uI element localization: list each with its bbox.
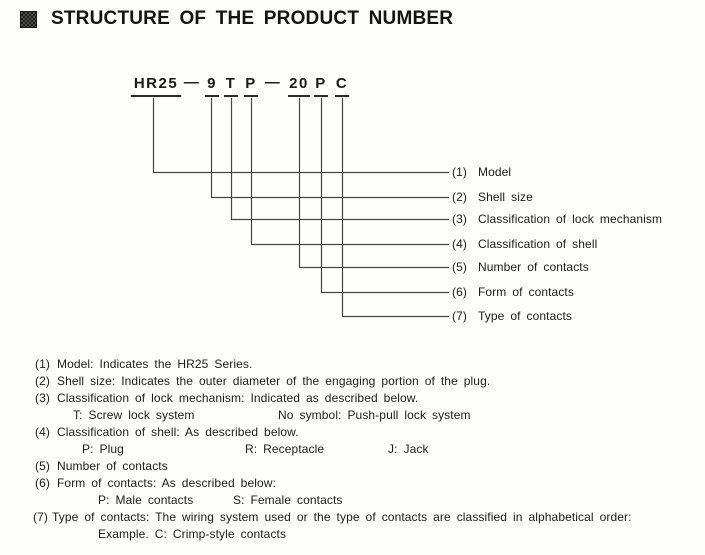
note-subline (0, 408, 705, 423)
note-line (0, 476, 705, 491)
code-segment-dash: — (264, 74, 282, 91)
callout-number: (4) (452, 237, 467, 251)
callout-text: Type of contacts (478, 309, 572, 323)
code-segment-contact-type: C (335, 76, 349, 97)
callout-number: (1) (452, 165, 467, 179)
code-segment-shell-class: P (244, 76, 258, 97)
note-number: (5) (35, 459, 50, 473)
callout-text: Classification of shell (478, 237, 598, 251)
note-subline (0, 527, 705, 542)
note-option: S: Female contacts (233, 493, 343, 507)
note-text: Classification of lock mechanism: Indicated as described below. (57, 391, 419, 405)
callout-text: Number of contacts (478, 260, 589, 274)
note-line (0, 357, 705, 372)
note-subline (0, 493, 705, 508)
note-line (0, 425, 705, 440)
callout-model (452, 165, 511, 179)
note-option: J: Jack (388, 442, 429, 456)
note-number: (1) (35, 357, 50, 371)
note-number: (4) (35, 425, 50, 439)
note-option: No symbol: Push-pull lock system (278, 408, 471, 422)
callout-text: Shell size (478, 190, 533, 204)
code-segment-lock-mechanism: T (224, 76, 238, 97)
note-line (0, 510, 705, 525)
code-segment-shell-size: 9 (205, 76, 219, 97)
callout-number: (2) (452, 190, 467, 204)
callout-number: (6) (452, 285, 467, 299)
note-subline (0, 442, 705, 457)
note-number: (3) (35, 391, 50, 405)
note-text: Number of contacts (57, 459, 168, 473)
note-text: Type of contacts: The wiring system used or the type of contacts are classified in alphabetical order: (52, 510, 632, 524)
code-segment-contact-form: P (314, 76, 328, 97)
callout-contact-count (452, 260, 589, 274)
note-number: (7) (33, 510, 48, 524)
code-segment-model: HR25 (131, 76, 181, 97)
note-text: Form of contacts: As described below: (57, 476, 276, 490)
callout-contact-type (452, 309, 572, 323)
callout-number: (5) (452, 260, 467, 274)
callout-text: Form of contacts (478, 285, 574, 299)
note-line (0, 391, 705, 406)
callout-contact-form (452, 285, 574, 299)
note-option: Example. C: Crimp-style contacts (98, 527, 287, 541)
code-segment-dash: — (183, 74, 201, 91)
callout-text: Model (478, 165, 512, 179)
note-option: P: Plug (82, 442, 124, 456)
page-title: STRUCTURE OF THE PRODUCT NUMBER (51, 8, 454, 29)
callout-number: (7) (452, 309, 467, 323)
note-text: Classification of shell: As described below. (57, 425, 299, 439)
callout-text: Classification of lock mechanism (478, 212, 663, 226)
note-option: T: Screw lock system (73, 408, 195, 422)
callout-lock-mechanism (452, 212, 662, 226)
note-number: (2) (35, 374, 50, 388)
note-line (0, 374, 705, 389)
note-text: Model: Indicates the HR25 Series. (57, 357, 253, 371)
code-segment-contact-count: 20 (288, 76, 310, 97)
note-option: R: Receptacle (245, 442, 325, 456)
note-option: P: Male contacts (98, 493, 194, 507)
callout-number: (3) (452, 212, 467, 226)
callout-shell-size (452, 190, 533, 204)
callout-shell-class (452, 237, 597, 251)
note-line (0, 459, 705, 474)
note-number: (6) (35, 476, 50, 490)
note-text: Shell size: Indicates the outer diameter of the engaging portion of the plug. (57, 374, 491, 388)
